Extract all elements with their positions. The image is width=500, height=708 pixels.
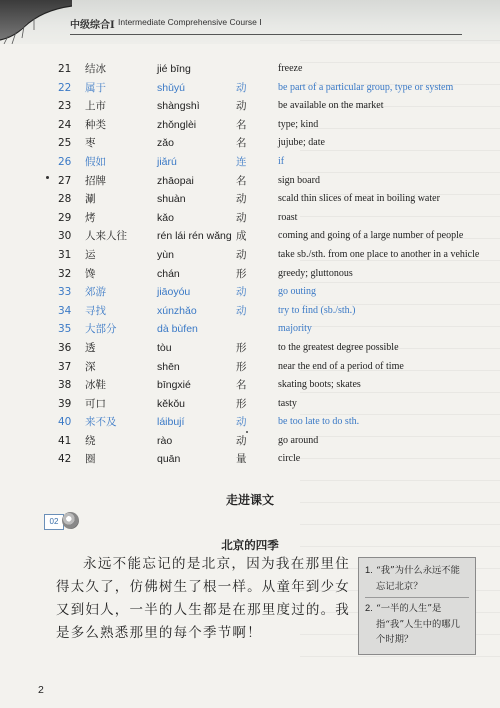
vocab-number: 24 <box>58 118 72 131</box>
vocab-number: 37 <box>58 360 72 373</box>
vocab-row <box>58 227 478 246</box>
vocab-definition: be available on the market <box>278 100 384 112</box>
vocab-part-of-speech: 形 <box>236 267 247 280</box>
vocab-hanzi: 假如 <box>85 155 106 168</box>
vocab-part-of-speech: 动 <box>236 193 247 206</box>
vocab-part-of-speech: 名 <box>236 137 247 150</box>
cd-disc-icon[interactable] <box>62 512 79 529</box>
vocab-hanzi: 绕 <box>85 434 96 447</box>
vocab-number: 41 <box>58 434 72 447</box>
vocab-definition: jujube; date <box>278 137 325 149</box>
reading-title: 北京的四季 <box>221 538 279 552</box>
vocab-pinyin: xúnzhǎo <box>157 304 197 317</box>
vocab-number: 42 <box>58 453 72 466</box>
vocab-part-of-speech: 形 <box>236 360 247 373</box>
vocab-hanzi: 深 <box>85 360 96 373</box>
vocab-pinyin: shǔyú <box>157 81 186 94</box>
vocab-number: 38 <box>58 379 72 392</box>
vocab-row <box>58 153 478 172</box>
bullet-dot <box>46 176 49 179</box>
vocab-number: 25 <box>58 137 72 150</box>
course-title-cn: 中级综合Ⅰ <box>70 20 115 31</box>
page-header <box>0 0 500 44</box>
vocab-pinyin: chán <box>157 267 180 280</box>
vocab-number: 22 <box>58 81 72 94</box>
vocabulary-table <box>58 60 478 469</box>
vocab-part-of-speech: 连 <box>236 155 247 168</box>
vocab-number: 23 <box>58 100 72 113</box>
audio-track-badge[interactable]: 02 <box>44 514 64 530</box>
vocab-definition: circle <box>278 453 301 465</box>
vocab-part-of-speech: 名 <box>236 379 247 392</box>
vocab-hanzi: 寻找 <box>85 304 106 317</box>
vocab-row <box>58 376 478 395</box>
passage-paragraph: 永远不能忘记的是北京，因为我在那里住得太久了，仿佛树生了根一样。从童年到少女又到妇人，一半的人生都是在那里度过的。我是多么熟悉那里的每个季节啊！ <box>56 556 350 641</box>
vocab-row <box>58 60 478 79</box>
vocab-hanzi: 结冰 <box>85 63 106 75</box>
vocab-row <box>58 246 478 265</box>
vocab-definition: scald thin slices of meat in boiling water <box>278 193 440 205</box>
vocab-hanzi: 属于 <box>85 81 106 94</box>
vocab-hanzi: 圈 <box>85 453 96 466</box>
vocab-number: 33 <box>58 286 72 299</box>
vocab-row <box>58 395 478 414</box>
vocab-definition: coming and going of a large number of people <box>278 230 464 242</box>
vocab-pinyin: shàngshì <box>157 100 200 113</box>
vocab-definition: tasty <box>278 397 297 409</box>
vocab-part-of-speech: 动 <box>236 100 247 113</box>
question-number: 2. <box>365 603 373 613</box>
vocab-pinyin: quān <box>157 453 181 466</box>
vocab-definition: if <box>278 155 285 167</box>
vocab-part-of-speech: 成 <box>236 230 247 243</box>
vocab-pinyin: jiǎrú <box>157 155 177 168</box>
vocab-hanzi: 郊游 <box>85 286 106 299</box>
vocab-pinyin: kěkǒu <box>157 397 186 410</box>
vocab-hanzi: 大部分 <box>85 323 117 336</box>
vocab-number: 29 <box>58 211 72 224</box>
vocab-hanzi: 馋 <box>85 267 96 280</box>
vocab-number: 39 <box>58 397 72 410</box>
vocab-pinyin: kǎo <box>157 211 174 224</box>
ink-dot <box>246 431 248 433</box>
vocab-pinyin: shuàn <box>157 193 186 206</box>
question-text: “我”为什么永远不能忘记北京？ <box>376 565 460 592</box>
vocab-row <box>58 265 478 284</box>
course-title-en: Intermediate Comprehensive Course Ⅰ <box>118 17 262 27</box>
vocab-row <box>58 116 478 135</box>
vocab-row <box>58 283 478 302</box>
vocab-definition: go around <box>278 434 319 446</box>
vocab-pinyin: rào <box>157 434 173 447</box>
vocab-definition: go outing <box>278 286 317 298</box>
vocab-row <box>58 302 478 321</box>
vocab-number: 34 <box>58 304 72 317</box>
question-box <box>358 557 476 655</box>
vocab-part-of-speech: 动 <box>236 304 247 317</box>
roof-eave-icon <box>0 0 72 44</box>
vocab-row <box>58 320 478 339</box>
vocab-part-of-speech: 动 <box>236 434 247 447</box>
vocab-definition: be part of a particular group, type or system <box>278 81 454 93</box>
vocab-definition: type; kind <box>278 118 319 130</box>
vocab-pinyin: shēn <box>157 360 180 373</box>
vocab-pinyin: rén lái rén wǎng <box>157 230 232 243</box>
question-item <box>365 601 469 648</box>
reading-passage <box>56 553 350 645</box>
vocab-pinyin: zǎo <box>157 137 174 150</box>
vocab-part-of-speech: 名 <box>236 174 247 187</box>
question-text: “一半的人生”是指“我”人生中的哪几个时期？ <box>376 603 460 645</box>
header-rule <box>70 34 462 35</box>
vocab-definition: skating boots; skates <box>278 379 361 391</box>
vocab-definition: try to find (sb./sth.) <box>278 304 356 316</box>
vocab-definition: roast <box>278 211 298 223</box>
vocab-definition: to the greatest degree possible <box>278 341 399 353</box>
section-heading: 走进课文 <box>225 493 274 507</box>
vocab-pinyin: bīngxié <box>157 379 191 392</box>
vocab-pinyin: zhǒnglèi <box>157 118 197 131</box>
vocab-pinyin: jiāoyóu <box>157 286 191 299</box>
vocab-part-of-speech: 动 <box>236 81 247 94</box>
vocab-row <box>58 134 478 153</box>
vocab-number: 27 <box>58 174 72 187</box>
vocab-number: 32 <box>58 267 72 280</box>
vocab-number: 21 <box>58 63 72 75</box>
vocab-number: 26 <box>58 155 72 168</box>
vocab-pinyin: dà bùfen <box>157 323 198 336</box>
vocab-part-of-speech: 动 <box>236 211 247 224</box>
vocab-number: 28 <box>58 193 72 206</box>
vocab-number: 31 <box>58 248 72 261</box>
vocab-part-of-speech: 量 <box>236 453 247 466</box>
vocab-number: 35 <box>58 323 72 336</box>
vocab-part-of-speech: 形 <box>236 397 247 410</box>
vocab-pinyin: láibují <box>157 416 185 429</box>
vocab-definition: take sb./sth. from one place to another in a vehicle <box>278 248 480 260</box>
vocab-row <box>58 97 478 116</box>
vocab-hanzi: 透 <box>85 341 96 354</box>
vocab-part-of-speech: 动 <box>236 286 247 299</box>
vocab-pinyin: yùn <box>157 248 174 261</box>
vocab-number: 30 <box>58 230 72 243</box>
vocab-hanzi: 人来人往 <box>85 230 127 243</box>
vocab-row <box>58 190 478 209</box>
vocab-hanzi: 可口 <box>85 397 106 410</box>
page-number: 2 <box>38 684 44 696</box>
vocab-definition: greedy; gluttonous <box>278 267 353 279</box>
vocab-hanzi: 运 <box>85 248 96 261</box>
vocab-pinyin: jié bīng <box>157 63 191 75</box>
vocab-row <box>58 358 478 377</box>
vocab-pinyin: zhāopai <box>157 174 194 187</box>
question-item <box>365 563 469 594</box>
vocab-hanzi: 枣 <box>85 137 96 150</box>
vocab-number: 36 <box>58 341 72 354</box>
vocab-row <box>58 79 478 98</box>
vocab-part-of-speech: 形 <box>236 341 247 354</box>
vocab-row <box>58 413 478 432</box>
vocab-hanzi: 招牌 <box>85 174 106 187</box>
vocab-hanzi: 种类 <box>85 118 106 131</box>
vocab-row <box>58 172 478 191</box>
question-number: 1. <box>365 565 373 575</box>
vocab-row <box>58 450 478 469</box>
vocab-row <box>58 432 478 451</box>
vocab-part-of-speech: 动 <box>236 416 247 429</box>
vocab-definition: majority <box>278 323 312 335</box>
vocab-pinyin: tòu <box>157 341 172 354</box>
vocab-definition: be too late to do sth. <box>278 416 360 428</box>
vocab-hanzi: 来不及 <box>85 416 117 429</box>
vocab-hanzi: 烤 <box>85 211 96 224</box>
vocab-hanzi: 上市 <box>85 100 106 113</box>
vocab-part-of-speech: 动 <box>236 248 247 261</box>
vocab-hanzi: 涮 <box>85 193 96 206</box>
vocab-row <box>58 209 478 228</box>
vocab-definition: freeze <box>278 63 303 74</box>
vocab-number: 40 <box>58 416 72 429</box>
vocab-part-of-speech: 名 <box>236 118 247 131</box>
question-divider <box>365 597 469 598</box>
vocab-definition: sign board <box>278 174 320 186</box>
vocab-row <box>58 339 478 358</box>
vocab-definition: near the end of a period of time <box>278 360 404 372</box>
vocab-hanzi: 冰鞋 <box>85 379 106 392</box>
